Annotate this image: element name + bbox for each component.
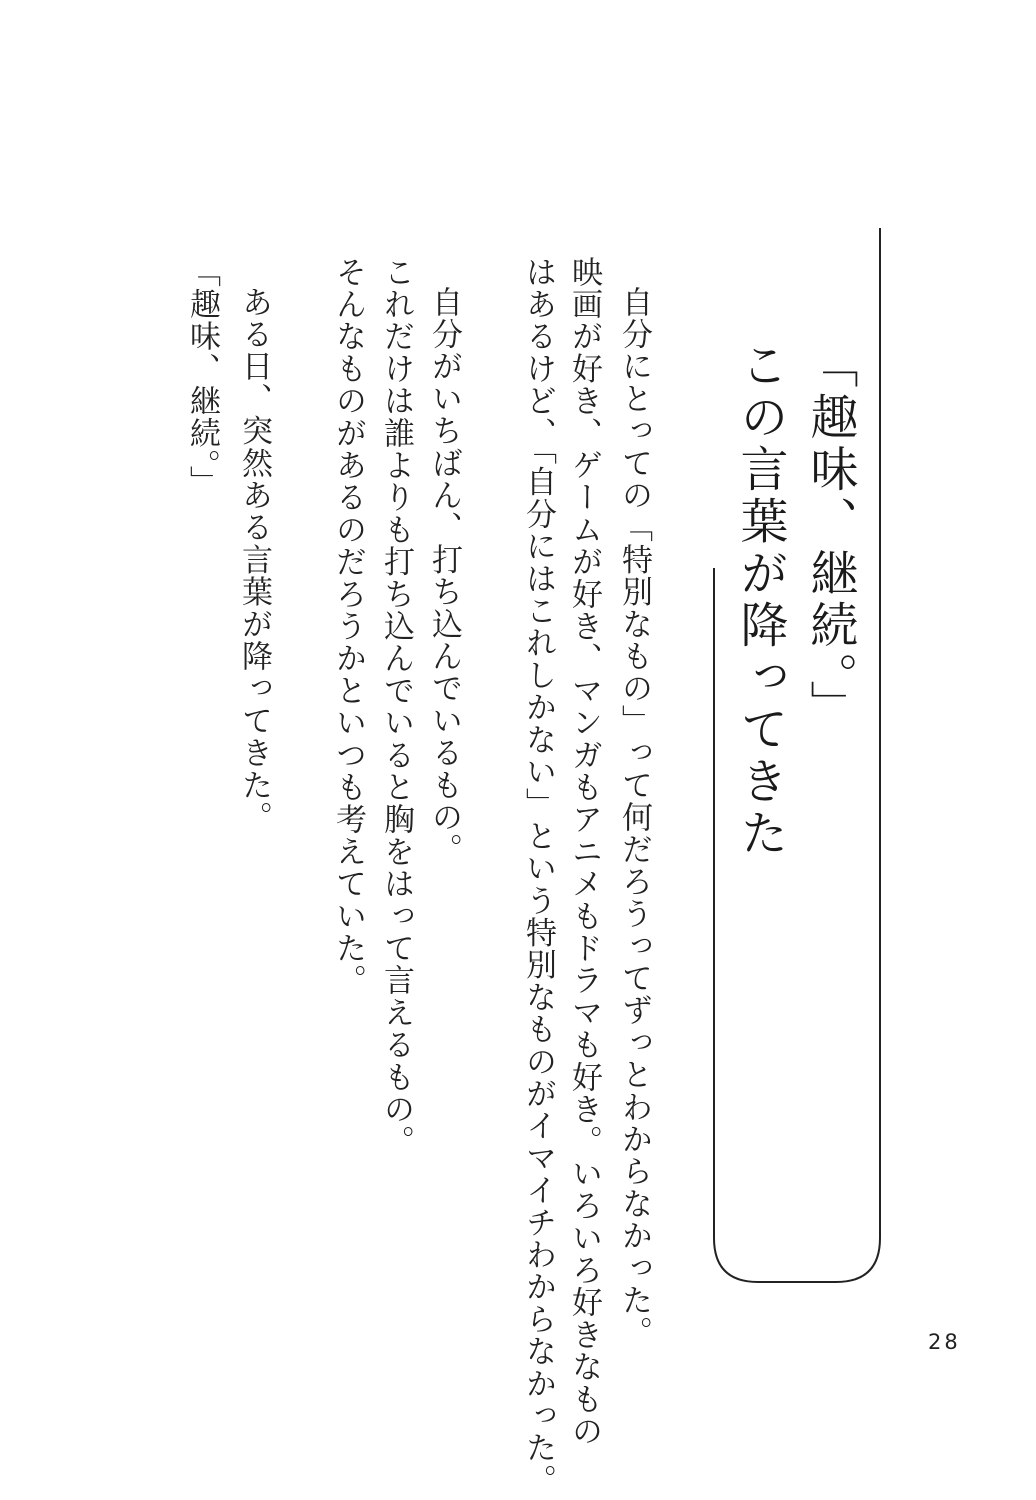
body-line: これだけは誰よりも打ち込んでいると胸をはって言えるもの。 (378, 256, 414, 1158)
body-line: 「趣味、継続。」 (184, 256, 220, 499)
body-line: 自分にとっての「特別なもの」って何だろうってずっとわからなかった。 (616, 286, 652, 1349)
body-line: そんなものがあるのだろうかといつも考えていた。 (330, 256, 366, 997)
body-line: 映画が好き、ゲームが好き、マンガもアニメもドラマも好き。いろいろ好きなもの (566, 256, 602, 1448)
body-line: ある日、突然ある言葉が降ってきた。 (236, 286, 272, 834)
body-line: 自分がいちばん、打ち込んでいるもの。 (426, 286, 462, 866)
heading-line-2: この言葉が降ってきた (732, 340, 788, 860)
heading-line-1: 「趣味、継続。」 (802, 340, 858, 732)
page-number: 28 (928, 1330, 961, 1354)
body-line: はあるけど、「自分にはこれしかない」という特別なものがイマイチわからなかった。 (520, 256, 556, 1497)
